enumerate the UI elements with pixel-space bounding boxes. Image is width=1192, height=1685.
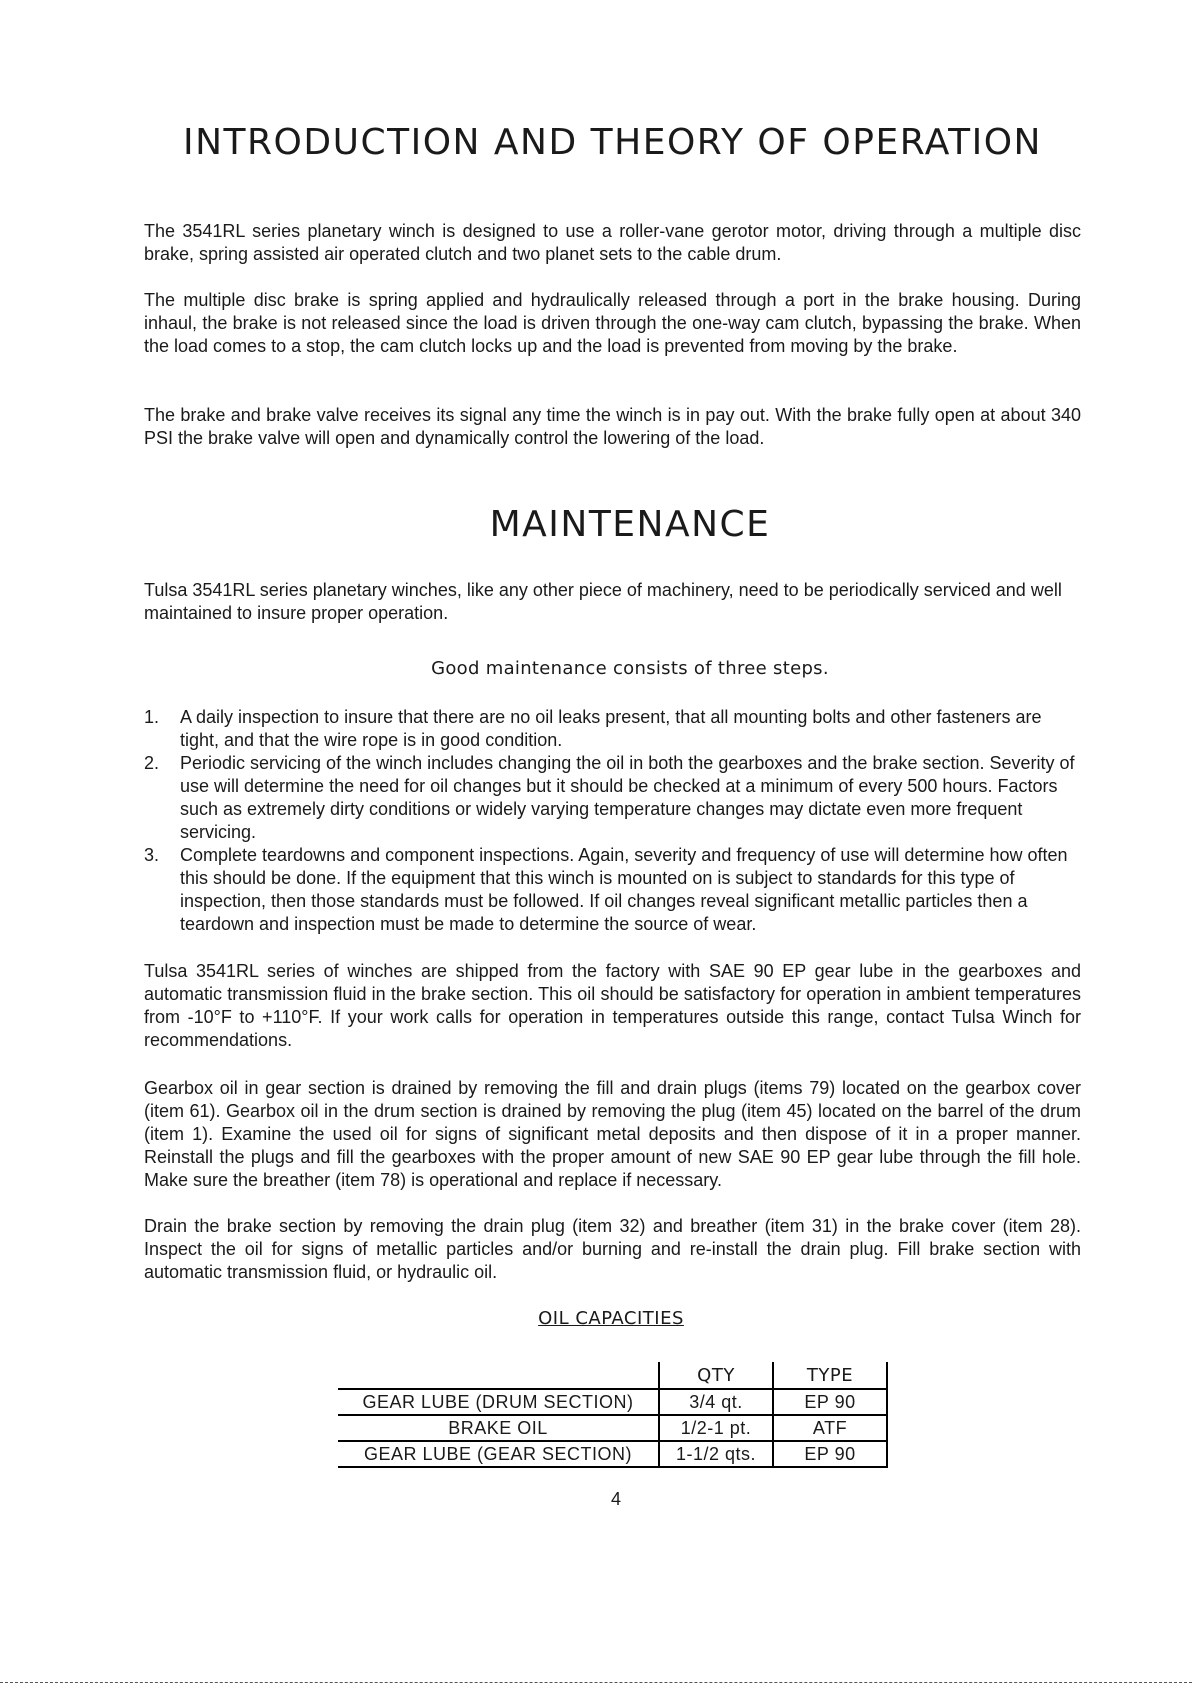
table-cell-desc: BRAKE OIL [338,1415,659,1441]
intro-paragraph: The brake and brake valve receives its signal any time the winch is in pay out. With the brake fully open at about 340 PSI the brake valve will open and dynamically control the lowering of the load. [144,405,1081,448]
table-header-empty [338,1362,659,1389]
maintenance-intro: Tulsa 3541RL series planetary winches, like any other piece of machinery, need to be periodically serviced and well maintained to insure proper operation. [144,580,1062,623]
list-item [144,752,1081,844]
table-row [338,1389,887,1415]
oil-capacities-table [338,1362,888,1468]
list-item [144,844,1081,936]
list-item-text: Complete teardowns and component inspections. Again, severity and frequency of use will determine how often this should be done. If the equipment that this winch is mounted on is subject to standards for this type of inspection, then those standards must be followed. If oil changes reveal significant metallic particles then a teardown and inspection must be made to determine the source of wear. [180,845,1068,934]
maintenance-paragraph: Drain the brake section by removing the drain plug (item 32) and breather (item 31) in the brake cover (item 28). Inspect the oil for signs of metallic particles and/or burning and re-install the drain plug. Fill brake section with automatic transmission fluid, or hydraulic oil. [144,1216,1081,1282]
table-header-type: TYPE [773,1362,887,1389]
table-header-row [338,1362,887,1389]
table-cell-type: ATF [773,1415,887,1441]
maintenance-steps-list [144,706,1081,936]
table-cell-desc: GEAR LUBE (GEAR SECTION) [338,1441,659,1467]
table-cell-desc: GEAR LUBE (DRUM SECTION) [338,1389,659,1415]
table-cell-qty: 1/2-1 pt. [659,1415,773,1441]
list-item-number: 3. [144,845,160,865]
table-cell-qty: 3/4 qt. [659,1389,773,1415]
list-item-number: 1. [144,707,160,727]
maintenance-paragraph: Gearbox oil in gear section is drained by removing the fill and drain plugs (items 79) located on the gearbox cover (item 61). Gearbox oil in the drum section is drained by removing the plug (item 45) located on the barrel of the drum (item 1). Examine the used oil for signs of significant metal deposits and then dispose of it in a proper manner. Reinstall the plugs and fill the gearboxes with the proper amount of new SAE 90 EP gear lube through the fill hole. Make sure the breather (item 78) is operational and replace if necessary. [144,1078,1081,1190]
intro-paragraph: The multiple disc brake is spring applied and hydraulically released through a port in the brake housing. During inhaul, the brake is not released since the load is driven through the one-way cam clutch, bypassing the brake. When the load comes to a stop, the cam clutch locks up and the load is prevented from moving by the brake. [144,290,1081,356]
table-header-qty: QTY [659,1362,773,1389]
page-number: 4 [610,1489,621,1509]
table-row [338,1415,887,1441]
list-item-text: A daily inspection to insure that there are no oil leaks present, that all mounting bolts and other fasteners are tight, and that the wire rope is in good condition. [180,707,1042,750]
steps-heading: Good maintenance consists of three steps. [431,658,829,679]
table-cell-type: EP 90 [773,1389,887,1415]
page-bottom-divider [0,1682,1192,1683]
list-item-number: 2. [144,753,160,773]
table-cell-qty: 1-1/2 qts. [659,1441,773,1467]
intro-paragraph: The 3541RL series planetary winch is designed to use a roller-vane gerotor motor, driving through a multiple disc brake, spring assisted air operated clutch and two planet sets to the cable drum. [144,221,1081,264]
intro-heading: INTRODUCTION AND THEORY OF OPERATION [183,122,1042,163]
table-row [338,1441,887,1467]
list-item [144,706,1081,752]
table-cell-type: EP 90 [773,1441,887,1467]
maintenance-heading: MAINTENANCE [489,504,771,545]
list-item-text: Periodic servicing of the winch includes changing the oil in both the gearboxes and the brake section. Severity of use will determine the need for oil changes but it should be checked at a minimum of every 500 hours. Factors such as extremely dirty conditions or widely varying temperature changes may dictate even more frequent servicing. [180,753,1075,842]
oil-capacities-title: OIL CAPACITIES [538,1308,684,1329]
maintenance-paragraph: Tulsa 3541RL series of winches are shipped from the factory with SAE 90 EP gear lube in the gearboxes and automatic transmission fluid in the brake section. This oil should be satisfactory for operation in ambient temperatures from -10°F to +110°F. If your work calls for operation in temperatures outside this range, contact Tulsa Winch for recommendations. [144,961,1081,1050]
